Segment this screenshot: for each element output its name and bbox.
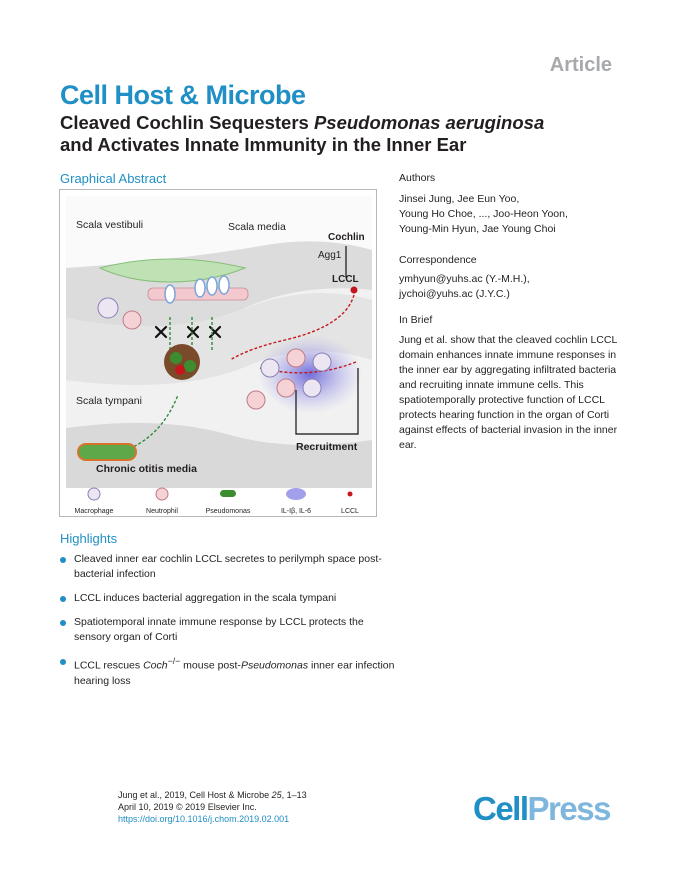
correspondence-emails <box>399 272 629 302</box>
label-lccl: LCCL <box>332 274 359 285</box>
pseudomonas-icon <box>220 490 236 497</box>
highlight-text-4c: inner ear infection hearing loss <box>74 659 395 687</box>
title-part-2: and Activates Innate Immunity in the Inner Ear <box>60 134 467 155</box>
correspondence-heading: Correspondence <box>399 254 477 266</box>
highlight-item <box>60 552 400 582</box>
cytokine-icon <box>286 488 306 500</box>
citation-line-1 <box>118 789 307 801</box>
title-part-1: Cleaved Cochlin Sequesters <box>60 112 314 133</box>
legend-neutrophil: Neutrophil <box>146 508 178 515</box>
graphical-abstract-figure <box>59 189 377 517</box>
in-brief-heading: In Brief <box>399 314 433 326</box>
email-jychoi[interactable]: jychoi@yuhs.ac (J.Y.C.) <box>399 288 510 300</box>
citation-journal: Jung et al., 2019, Cell Host & Microbe <box>118 790 272 800</box>
legend-macrophage: Macrophage <box>74 508 114 515</box>
highlight-text-3: Spatiotemporal innate immune response by LCCL protects the sensory organ of Corti <box>74 616 364 643</box>
highlight-text-4b: mouse post- <box>180 659 241 672</box>
bullet-icon <box>60 557 66 563</box>
neutrophil-icon <box>156 488 168 500</box>
in-brief-text: Jung et al. show that the cleaved cochlin LCCL domain enhances innate immune responses in the inner ear by aggregating infiltrated bacteria and recruiting innate immune cells. This spatiotemporally protective function of LCCL protects hearing function in the organ of Corti against effects of bacterial invasion in the inner ear. <box>399 334 618 451</box>
graphical-abstract-heading: Graphical Abstract <box>60 171 167 186</box>
gene-name: Coch <box>143 659 168 672</box>
logo-cell: Cell <box>473 790 528 827</box>
highlight-item <box>60 615 400 645</box>
label-scala-vestibuli: Scala vestibuli <box>76 219 144 231</box>
citation-pages: , 1–13 <box>281 790 307 800</box>
journal-name: Cell Host & Microbe <box>60 80 306 110</box>
macrophage-icon <box>88 488 100 500</box>
article-title <box>60 112 640 156</box>
title-species: Pseudomonas aeruginosa <box>313 112 545 133</box>
highlight-item <box>60 654 400 689</box>
legend-cytokines: IL-Iβ, IL-6 <box>280 508 312 515</box>
highlights-heading: Highlights <box>60 531 118 546</box>
highlight-text-1: Cleaved inner ear cochlin LCCL secretes to perilymph space post-bacterial infection <box>74 553 382 580</box>
article-type-label: Article <box>549 54 612 76</box>
authors-line-2: Young Ho Choe, ..., Joo-Heon Yoon, <box>399 208 568 220</box>
authors-line-3: Young-Min Hyun, Jae Young Choi <box>399 223 556 235</box>
bullet-icon <box>60 596 66 602</box>
bullet-icon <box>60 659 66 665</box>
label-chronic-otitis-media: Chronic otitis media <box>96 463 197 475</box>
logo-press: Press <box>527 790 610 827</box>
bacterial-aggregate <box>164 344 200 380</box>
label-agg1: Agg1 <box>318 250 342 261</box>
authors-list <box>399 192 629 237</box>
pseudomonas-bacterium <box>78 444 136 460</box>
citation-volume: 25 <box>271 790 282 800</box>
citation-date: April 10, 2019 © 2019 Elsevier Inc. <box>118 802 257 812</box>
gene-superscript: −/− <box>167 656 181 666</box>
bullet-icon <box>60 620 66 626</box>
cochlea-illustration <box>60 190 378 518</box>
highlight-text-4a: LCCL rescues <box>74 659 144 672</box>
highlight-item <box>60 591 400 606</box>
label-recruitment: Recruitment <box>296 441 358 453</box>
label-scala-media: Scala media <box>228 221 286 233</box>
authors-heading: Authors <box>399 172 436 184</box>
lccl-icon <box>348 492 353 497</box>
highlights-list <box>60 552 400 698</box>
lccl-dot <box>351 287 358 294</box>
label-scala-tympani: Scala tympani <box>76 395 142 407</box>
legend-pseudomonas: Pseudomonas <box>205 508 251 515</box>
legend-lccl: LCCL <box>341 508 359 515</box>
cellpress-logo <box>473 790 610 828</box>
email-ymhyun[interactable]: ymhyun@yuhs.ac (Y.-M.H.), <box>399 273 530 285</box>
label-cochlin: Cochlin <box>328 232 365 243</box>
doi-link[interactable]: https://doi.org/10.1016/j.chom.2019.02.001 <box>118 814 290 824</box>
highlight-text-2: LCCL induces bacterial aggregation in the scala tympani <box>74 592 337 604</box>
citation-block <box>118 789 307 825</box>
authors-line-1: Jinsei Jung, Jee Eun Yoo, <box>399 193 520 205</box>
species-name: Pseudomonas <box>240 659 309 672</box>
